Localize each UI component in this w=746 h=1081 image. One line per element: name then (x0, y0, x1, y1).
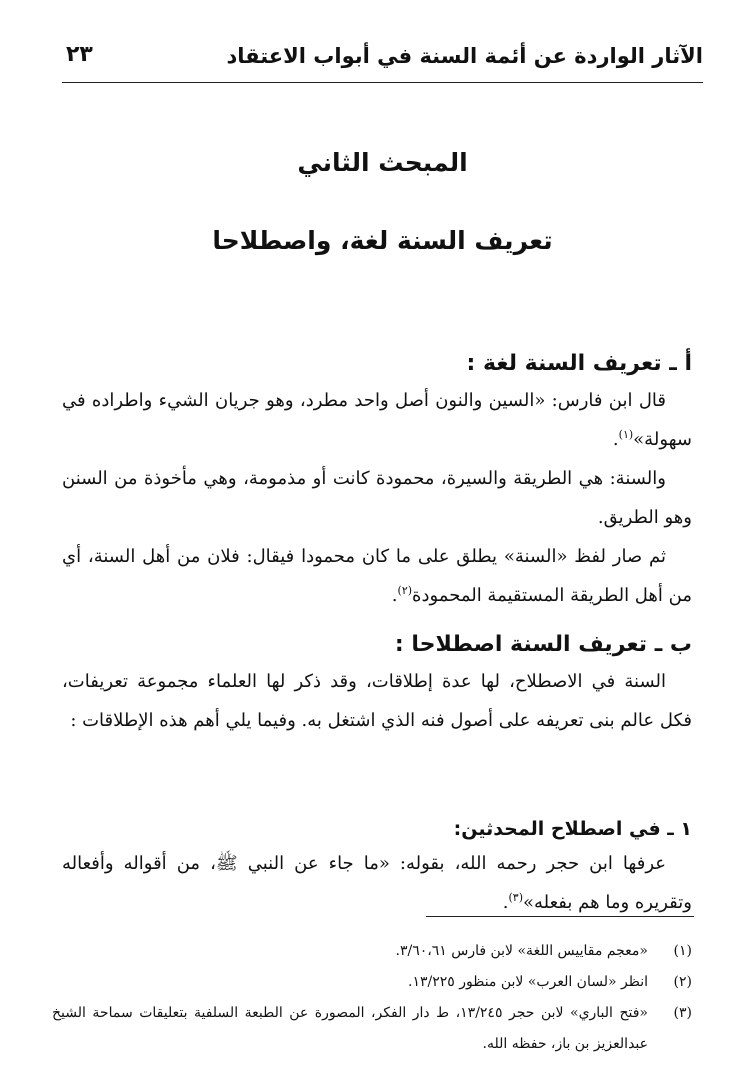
chapter-title: تعريف السنة لغة، واصطلاحا (212, 226, 553, 255)
footnote-ref-1: (١) (618, 428, 634, 441)
running-header (62, 38, 703, 80)
section-a-paragraph-1: قال ابن فارس: «السين والنون أصل واحد مطرد، وهو جريان الشيء واطراده في سهولة»$^{(١)}$. (62, 390, 692, 450)
footnote-text: «فتح الباري» لابن حجر ١٣/٢٤٥، ط دار الفكر، المصورة عن الطبعة السلفية بتعليقات سماحة الشيخ عبدالعزيز بن باز، حفظه الله. (52, 1005, 648, 1052)
footnote-1 (52, 936, 692, 967)
section-b-paragraph-1: السنة في الاصطلاح، لها عدة إطلاقات، وقد ذكر لها العلماء مجموعة تعريفات، فكل عالم بنى تعريفه على أصول فنه الذي اشتغل به. وفيما يلي أهم هذه الإطلاقات : (62, 671, 692, 731)
paragraph-text: عرفها ابن حجر رحمه الله، بقوله: «ما جاء عن النبي ﷺ، من أقواله وأفعاله وتقريره وما هم بفعله» (62, 853, 692, 913)
footnote-ref-3: (٣) (508, 891, 523, 904)
chapter-heading: المبحث الثاني (297, 148, 468, 177)
footnote-text: انظر «لسان العرب» لابن منظور ١٣/٢٢٥. (407, 974, 648, 990)
footnote-text: «معجم مقاييس اللغة» لابن فارس ٣/٦٠،٦١. (395, 943, 648, 959)
footnote-3 (52, 998, 692, 1060)
footnote-rule (426, 916, 694, 917)
footnote-number: (٢) (673, 974, 692, 990)
page-number: ٢٣ (66, 42, 93, 67)
header-rule (62, 82, 703, 83)
footnote-2 (52, 967, 692, 998)
section-a-heading: أ ـ تعريف السنة لغة : (466, 351, 692, 376)
section-a-paragraph-2: والسنة: هي الطريقة والسيرة، محمودة كانت أو مذمومة، وهي مأخوذة من السنن وهو الطريق. (62, 468, 692, 528)
running-title: الآثار الواردة عن أئمة السنة في أبواب الاعتقاد (226, 44, 703, 68)
section-a-paragraph-3: ثم صار لفظ «السنة» يطلق على ما كان محمودا فيقال: فلان من أهل السنة، أي من أهل الطريقة المستقيمة المحمودة$^{(٢)}$. (62, 546, 692, 606)
item-1-paragraph: عرفها ابن حجر رحمه الله، بقوله: «ما جاء عن النبي ﷺ، من أقواله وأفعاله وتقريره وما هم بفعله»$^{(٣)}$. (62, 853, 692, 913)
footnote-ref-2: (٢) (397, 584, 413, 597)
footnotes (52, 936, 692, 1060)
footnote-number: (٣) (673, 1005, 692, 1021)
section-b-heading: ب ـ تعريف السنة اصطلاحا : (394, 632, 692, 657)
footnote-number: (١) (673, 943, 692, 959)
paragraph-text: قال ابن فارس: «السين والنون أصل واحد مطرد، وهو جريان الشيء واطراده في سهولة» (62, 390, 692, 450)
section-a (62, 347, 692, 615)
section-b (62, 628, 692, 740)
item-1-heading: ١ ـ في اصطلاح المحدثين: (453, 818, 692, 840)
paragraph-text: ثم صار لفظ «السنة» يطلق على ما كان محمودا فيقال: فلان من أهل السنة، أي من أهل الطريقة المستقيمة المحمودة (62, 546, 692, 606)
section-b-item-1 (62, 814, 692, 922)
